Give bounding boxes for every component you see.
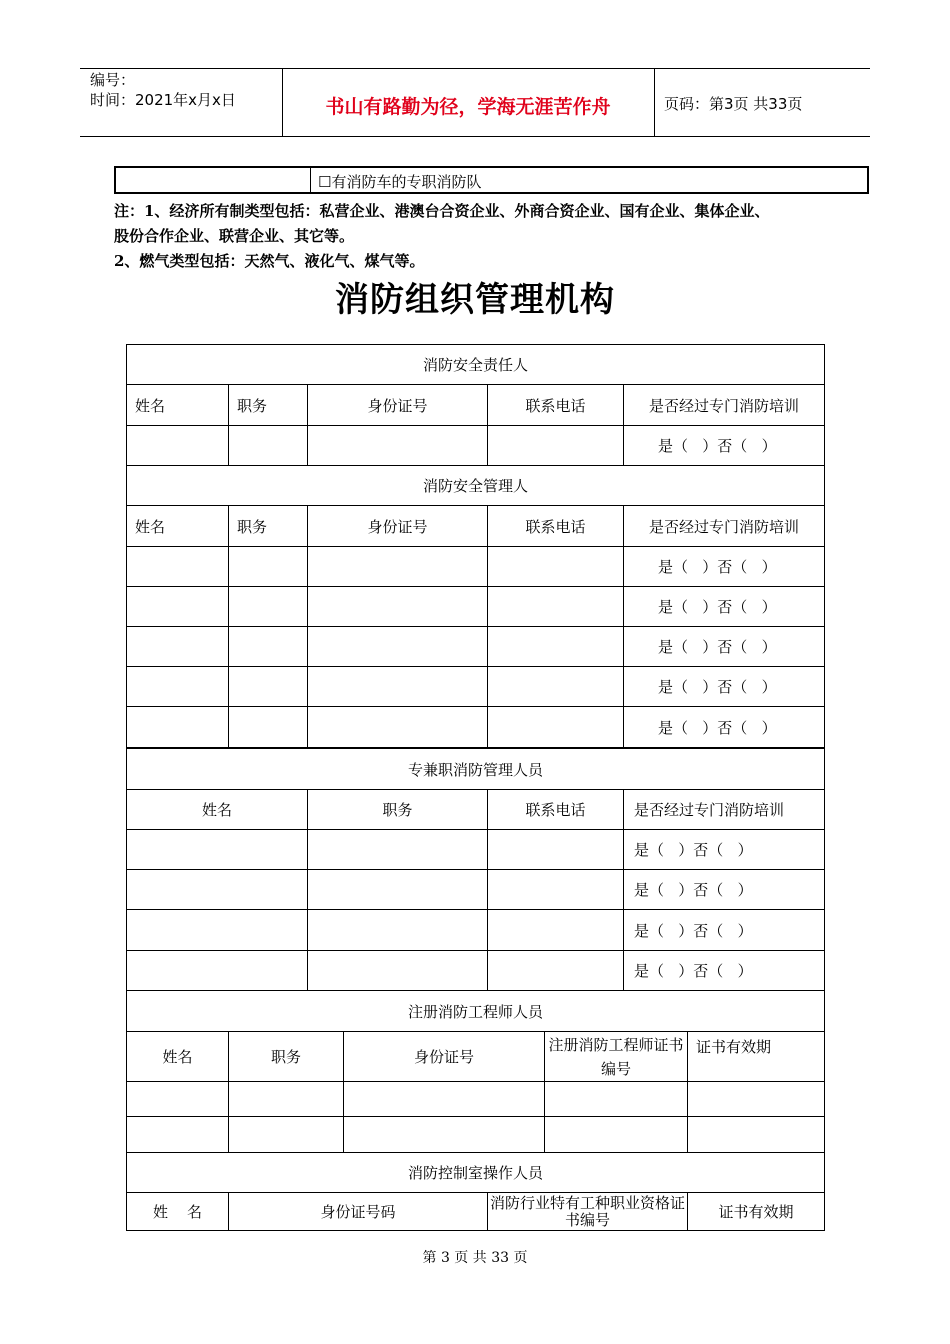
name-cell[interactable] — [127, 707, 229, 748]
position-cell[interactable] — [229, 707, 308, 748]
position-cell[interactable] — [308, 830, 488, 870]
table-row — [127, 426, 825, 466]
training-yes-no[interactable]: 是（ ）否（ ） — [624, 547, 825, 587]
header-cell: 是否经过专门消防培训 — [624, 790, 825, 830]
id-cell[interactable] — [308, 587, 488, 627]
header-cell: 姓名 — [127, 1032, 229, 1082]
cert-validity-cell[interactable] — [688, 1117, 825, 1153]
name-cell[interactable] — [127, 951, 308, 991]
header-cell: 职务 — [229, 385, 308, 426]
position-cell[interactable] — [229, 667, 308, 707]
id-cell[interactable] — [308, 426, 488, 466]
header-cell: 联系电话 — [488, 506, 624, 547]
position-cell[interactable] — [308, 910, 488, 951]
header-cell: 姓 名 — [127, 1193, 229, 1231]
name-cell[interactable] — [127, 830, 308, 870]
section-title: 消防安全管理人 — [127, 466, 825, 506]
training-yes-no[interactable]: 是（ ）否（ ） — [624, 627, 825, 667]
training-yes-no[interactable]: 是（ ）否（ ） — [624, 830, 825, 870]
training-yes-no[interactable]: 是（ ）否（ ） — [624, 870, 825, 910]
table-row — [127, 830, 825, 870]
name-cell[interactable] — [127, 627, 229, 667]
header-cell: 是否经过专门消防培训 — [624, 385, 825, 426]
note-line-3: 2、燃气类型包括：天然气、液化气、煤气等。 — [114, 252, 425, 270]
phone-cell[interactable] — [488, 426, 624, 466]
name-cell[interactable] — [127, 1117, 229, 1153]
position-cell[interactable] — [308, 951, 488, 991]
cert-validity-cell[interactable] — [688, 1082, 825, 1117]
header-bottom-rule — [80, 136, 870, 137]
phone-cell[interactable] — [488, 830, 624, 870]
phone-cell[interactable] — [488, 870, 624, 910]
name-cell[interactable] — [127, 1082, 229, 1117]
training-yes-no[interactable]: 是（ ）否（ ） — [624, 707, 825, 748]
header-cell: 姓名 — [127, 506, 229, 547]
table-row — [127, 1117, 825, 1153]
section-title: 消防控制室操作人员 — [127, 1153, 825, 1193]
name-cell[interactable] — [127, 667, 229, 707]
table-row — [127, 627, 825, 667]
position-cell[interactable] — [229, 1117, 344, 1153]
id-cell[interactable] — [308, 707, 488, 748]
table-row — [127, 587, 825, 627]
doc-number-label: 编号： — [90, 71, 136, 89]
id-cell[interactable] — [344, 1117, 545, 1153]
table-row — [127, 707, 825, 748]
name-cell[interactable] — [127, 426, 229, 466]
header-cell: 证书有效期 — [688, 1032, 825, 1082]
page-info: 页码：第3页 共33页 — [664, 95, 803, 113]
phone-cell[interactable] — [488, 910, 624, 951]
header-cell: 身份证号 — [308, 506, 488, 547]
id-cell[interactable] — [308, 667, 488, 707]
header-cell: 证书有效期 — [688, 1193, 825, 1231]
section-title: 注册消防工程师人员 — [127, 991, 825, 1032]
header-cell: 注册消防工程师证书编号 — [545, 1032, 688, 1082]
section-title: 专兼职消防管理人员 — [127, 749, 825, 790]
id-cell[interactable] — [308, 547, 488, 587]
safety-responsible-table — [126, 344, 825, 748]
header-motto: 书山有路勤为径，学海无涯苦作舟 — [325, 96, 611, 118]
id-cell[interactable] — [344, 1082, 545, 1117]
training-yes-no[interactable]: 是（ ）否（ ） — [624, 951, 825, 991]
header-cell: 身份证号 — [344, 1032, 545, 1082]
table-row — [127, 910, 825, 951]
header-cell: 职务 — [308, 790, 488, 830]
table-row — [127, 1082, 825, 1117]
position-cell[interactable] — [308, 870, 488, 910]
registered-engineer-table — [126, 990, 825, 1153]
name-cell[interactable] — [127, 870, 308, 910]
header-cell: 联系电话 — [488, 385, 624, 426]
table-row — [127, 870, 825, 910]
section-title: 消防安全责任人 — [127, 345, 825, 385]
phone-cell[interactable] — [488, 587, 624, 627]
phone-cell[interactable] — [488, 951, 624, 991]
training-yes-no[interactable]: 是（ ）否（ ） — [624, 910, 825, 951]
header-divider — [654, 68, 655, 136]
name-cell[interactable] — [127, 547, 229, 587]
header-cell: 身份证号 — [308, 385, 488, 426]
page-footer: 第 3 页 共 33 页 — [422, 1250, 528, 1266]
phone-cell[interactable] — [488, 667, 624, 707]
table-row — [127, 951, 825, 991]
page-title: 消防组织管理机构 — [335, 280, 615, 320]
training-yes-no[interactable]: 是（ ）否（ ） — [624, 667, 825, 707]
note-line-1: 注：1、经济所有制类型包括：私营企业、港澳台合资企业、外商合资企业、国有企业、集体企业、 — [114, 202, 770, 220]
header-cell: 联系电话 — [488, 790, 624, 830]
header-top-rule — [80, 68, 870, 69]
training-yes-no[interactable]: 是（ ）否（ ） — [624, 426, 825, 466]
position-cell[interactable] — [229, 547, 308, 587]
strip-divider — [310, 166, 311, 194]
header-cell: 职务 — [229, 1032, 344, 1082]
note-line-2: 股份合作企业、联营企业、其它等。 — [114, 227, 355, 245]
control-room-operator-table — [126, 1152, 825, 1231]
fire-team-option: ☐有消防车的专职消防队 — [318, 173, 482, 191]
header-cell: 身份证号码 — [229, 1193, 488, 1231]
position-cell[interactable] — [229, 587, 308, 627]
doc-time-label: 时间：2021年x月x日 — [90, 91, 236, 109]
header-cell: 姓名 — [127, 790, 308, 830]
table-row — [127, 547, 825, 587]
table-row — [127, 667, 825, 707]
header-cell: 姓名 — [127, 385, 229, 426]
header-cell: 职务 — [229, 506, 308, 547]
cert-number-cell[interactable] — [545, 1117, 688, 1153]
parttime-manager-table — [126, 748, 825, 991]
header-cell: 是否经过专门消防培训 — [624, 506, 825, 547]
position-cell[interactable] — [229, 1082, 344, 1117]
position-cell[interactable] — [229, 426, 308, 466]
header-cell: 消防行业特有工种职业资格证书编号 — [488, 1193, 688, 1231]
phone-cell[interactable] — [488, 627, 624, 667]
phone-cell[interactable] — [488, 547, 624, 587]
cert-number-cell[interactable] — [545, 1082, 688, 1117]
position-cell[interactable] — [229, 627, 308, 667]
phone-cell[interactable] — [488, 707, 624, 748]
name-cell[interactable] — [127, 910, 308, 951]
training-yes-no[interactable]: 是（ ）否（ ） — [624, 587, 825, 627]
id-cell[interactable] — [308, 627, 488, 667]
fire-team-strip — [114, 166, 869, 194]
name-cell[interactable] — [127, 587, 229, 627]
